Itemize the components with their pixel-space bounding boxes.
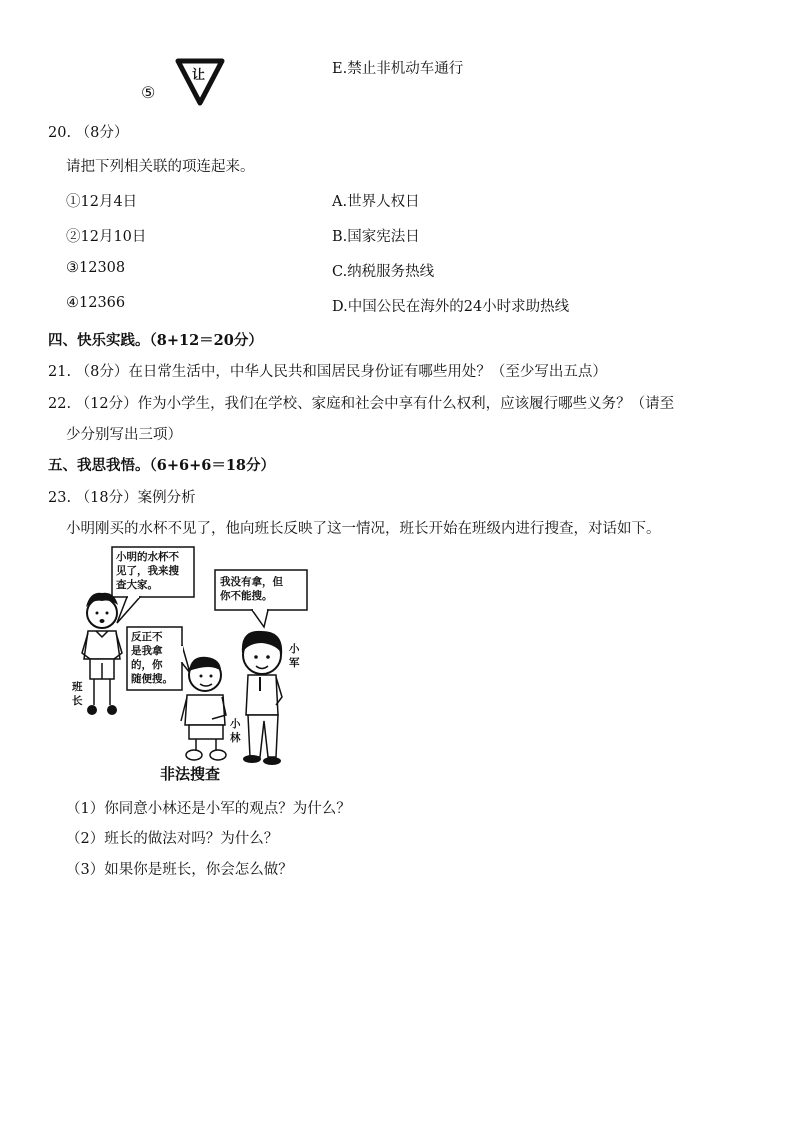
q22-text-line1: 22. （12分）作为小学生，我们在学校、家庭和社会中享有什么权利，应该履行哪些义务？（请至 [48,396,675,412]
bubble-monitor [116,550,179,592]
q20-header: 20. （8分） [48,125,129,141]
q21-text: 21. （8分）在日常生活中，中华人民共和国居民身份证有哪些用处？（至少写出五点） [48,364,607,380]
q20-right-item-b: B.国家宪法日 [332,229,420,245]
bubble-monitor-line: 小明的水杯不 [116,551,179,563]
bubble-xiaojun-line: 我没有拿，但 [220,576,283,588]
bubble-xiaolin-line: 的，你 [131,659,163,671]
q20-instruction: 请把下列相关联的项连起来。 [66,159,255,175]
q23-sub-question-1: （1）你同意小林还是小军的观点？为什么？ [66,801,351,817]
q23-sub-question-3: （3）如果你是班长，你会怎么做？ [66,862,293,878]
q20-right-item-c: C.纳税服务热线 [332,264,435,280]
q20-right-item-a: A.世界人权日 [332,194,420,210]
section5-title: 五、我思我悟。（6+6+6＝18分） [48,457,275,474]
q23-intro: 小明刚买的水杯不见了，他向班长反映了这一情况，班长开始在班级内进行搜查，对话如下。 [66,521,661,537]
bubble-monitor-line: 见了，我来搜 [116,565,179,577]
q20-left-item-1: ①12月4日 [66,194,138,210]
q23-header: 23. （18分）案例分析 [48,490,196,506]
q20-left-item-2: ②12月10日 [66,229,147,245]
section4-title: 四、快乐实践。（8+12＝20分） [48,332,263,349]
sign-text: 让 [192,68,206,83]
bubble-xiaolin [131,630,173,686]
option-e: E.禁止非机动车通行 [332,61,464,77]
q22-text-line2: 少分别写出三项） [66,427,182,443]
q23-sub-question-2: （2）班长的做法对吗？为什么？ [66,831,279,847]
bubble-xiaolin-line: 随便搜。 [131,673,173,685]
circled-number-5: ⑤ [141,83,156,102]
bubble-xiaolin-line: 是我拿 [131,645,163,657]
bubble-xiaojun-line: 你不能搜。 [220,590,273,602]
q20-left-item-4: ④12366 [66,295,126,311]
bubble-monitor-line: 查大家。 [116,579,158,591]
label-xiaojun: 小军 [289,643,300,669]
q20-left-item-3: ③12308 [66,260,126,276]
comic-illustration-illegal-search [72,545,322,785]
comic-caption: 非法搜查 [160,765,221,783]
label-monitor: 班长 [72,681,83,707]
yield-sign-icon [175,58,225,106]
label-xiaolin: 小林 [230,718,241,744]
bubble-xiaolin-line: 反正不 [131,631,163,643]
q20-right-item-d: D.中国公民在海外的24小时求助热线 [332,299,570,315]
bubble-xiaojun [220,575,283,603]
